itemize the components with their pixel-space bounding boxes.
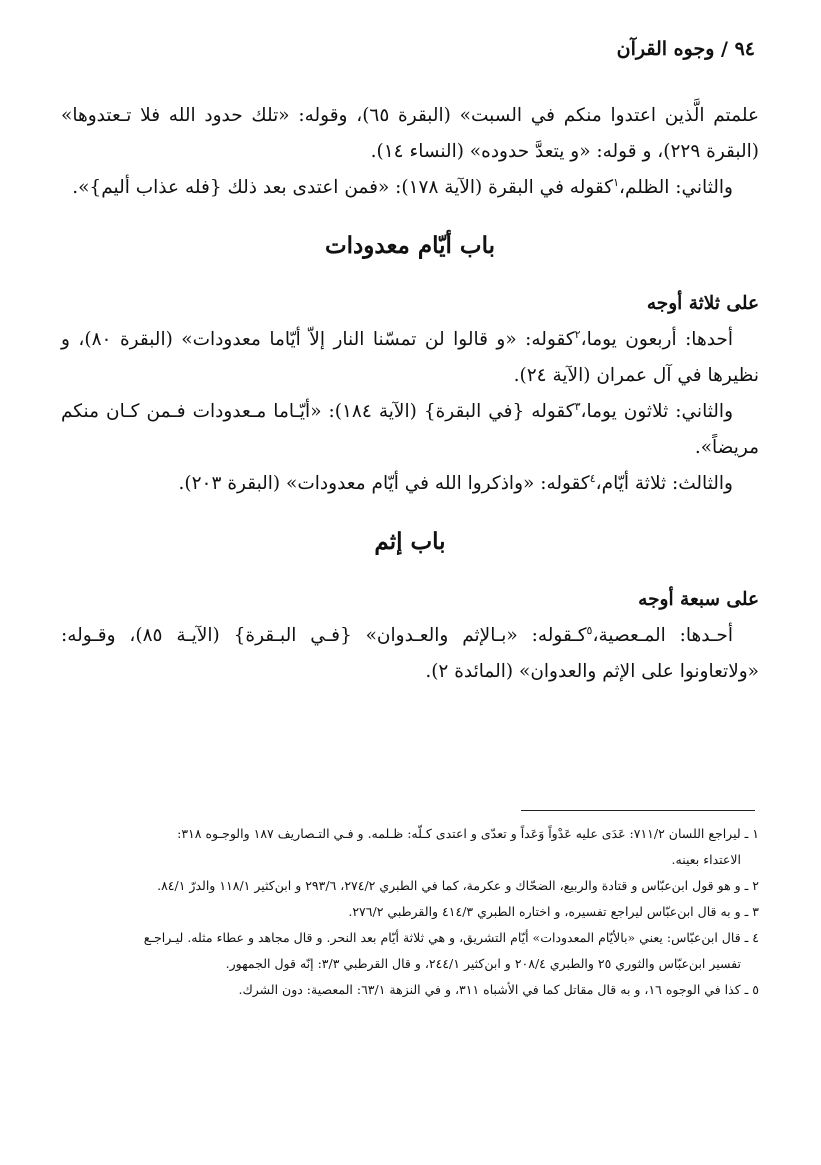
section-title: باب إثم xyxy=(374,528,446,555)
item-text: كـقوله: «بـالإثم والعـدوان» {فـي البـقرة} (الآيـة ٨٥)، وقـوله: «ولاتعاونوا على الإثم والعدوان» (المائدة ٢). xyxy=(61,625,759,682)
item-text: أحـدها: المـعصية، xyxy=(592,625,733,646)
page-header xyxy=(617,38,755,60)
footnote: ٣ ـ و به قال ابن‌عبّاس ليراجع تفسيره، و اختاره الطبري ٤١٤/٣ والقرطبي ٢٧٦/٢. xyxy=(348,904,759,919)
footnote-ref: ٢ xyxy=(574,327,581,341)
section-title: باب أيّام معدودات xyxy=(325,232,495,259)
footnote-ref: ١ xyxy=(613,175,620,189)
item-text: كقوله {في البقرة} (الآية ١٨٤): «أيّـاما مـعدودات فـمن كـان منكم مريضاً». xyxy=(61,401,759,458)
footnote-continuation: الاعتداء بعينه. xyxy=(671,852,741,867)
item-text: والثالث: ثلاثة أيّام، xyxy=(595,473,733,494)
footnote: ٥ ـ كذا في الوجوه ١٦، و به قال مقاتل كما في الأشباه ٣١١، و في النزهة ٦٣/١: المعصية: دون الشرك. xyxy=(238,982,759,997)
item-text: كقوله: «و قالوا لن تمسّنا النار إلاّ أيّاما معدودات» (البقرة ٨٠)، و نظيرها في آل عمران (الآية ٢٤). xyxy=(61,329,759,386)
section-item xyxy=(61,466,759,502)
item-text: والثاني: ثلاثون يوما، xyxy=(580,401,733,422)
paragraph-text: كقوله في البقرة (الآية ١٧٨): «فمن اعتدى بعد ذلك {فله عذاب أليم}». xyxy=(72,177,614,198)
paragraph-text: والثاني: الظلم، xyxy=(619,177,733,198)
section-subheading: على سبعة أوجه xyxy=(638,589,759,610)
section-item xyxy=(61,618,759,690)
footnote-ref: ٤ xyxy=(589,471,596,485)
main-text xyxy=(61,98,759,690)
section-item xyxy=(61,322,759,394)
footnote: ٢ ـ و هو قول ابن‌عبّاس و قتادة والربيع، الضحّاك و عكرمة، كما في الطبري ٢٧٤/٢، ٢٩٣/٦ و ابن‌كثير ١١٨/١ والدرّ ٨٤/١. xyxy=(157,878,759,893)
section-subheading: على ثلاثة أوجه xyxy=(646,293,759,314)
item-text: كقوله: «واذكروا الله في أيّام معدودات» (البقرة ٢٠٣). xyxy=(178,473,590,494)
book-title: وجوه القرآن xyxy=(616,38,715,60)
second-meaning-paragraph xyxy=(61,170,759,206)
footnote-divider xyxy=(521,810,755,811)
footnote: ٤ ـ قال ابن‌عبّاس: يعني «بالأيّام المعدودات» أيّام التشريق، و هي ثلاثة أيّام بعد النحر. و قال مجاهد و عطاء مثله. ليـراجـع xyxy=(143,930,759,945)
header-separator: / xyxy=(721,38,728,60)
footnote-continuation: تفسير ابن‌عبّاس والثوري ٢٥ والطبري ٢٠٨/٤ و ابن‌كثير ٢٤٤/١، و قال القرطبي ٣/٣: إنّه قول الجمهور. xyxy=(225,956,741,971)
footnote-ref: ٣ xyxy=(574,399,581,413)
section-item xyxy=(61,394,759,466)
footnote: ١ ـ ليراجع اللسان ٧١١/٢: عَدَى عليه عَدْواً وَعَداً و تعدّى و اعتدى كـلّه: ظـلمه. و فـي التـصاريف ١٨٧ والوجـوه ٣١٨: xyxy=(177,826,759,841)
page-number: ٩٤ xyxy=(734,38,755,60)
footnotes xyxy=(59,822,759,1004)
intro-paragraph: علمتم الَّذين اعتدوا منكم في السبت» (البقرة ٦٥)، وقوله: «تلك حدود الله فلا تـعتدوها» (البقرة ٢٢٩)، و قوله: «و يتعدَّ حدوده» (النساء ١٤). xyxy=(61,105,759,162)
footnote-ref: ٥ xyxy=(586,623,593,637)
item-text: أحدها: أربعون يوما، xyxy=(580,329,733,350)
